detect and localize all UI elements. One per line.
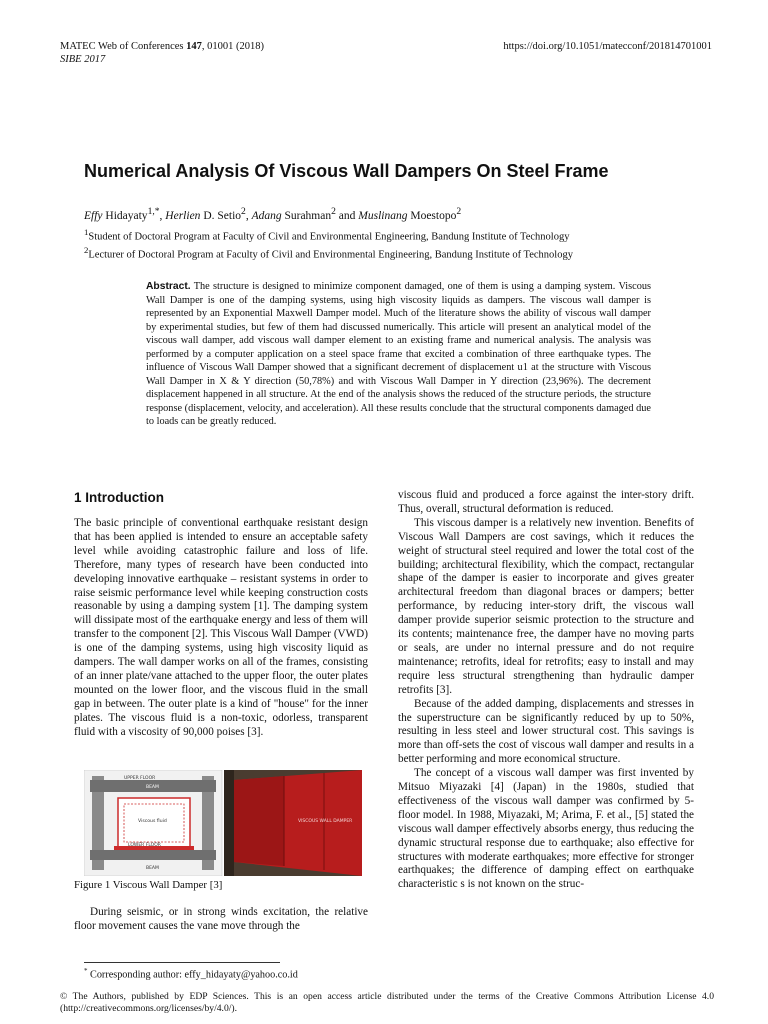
journal-name: MATEC Web of Conferences [60, 41, 184, 52]
conference-name: SIBE 2017 [60, 54, 106, 65]
paragraph: The concept of a viscous wall damper was first invented by Mitsuo Miyazaki [4] (Japan) in the 1980s, studied that effectiveness of the viscous wall damper was confirmed by 5-floor model. In 1988, Miyazaki, M; Arima, F. et al., [5] stated the viscous wall damper effectively absorbs energy, thus reducing the dynamic structural response due to earthquake; also effective for structures with moderate earthquakes; more effective for stronger earthquakes; the difference of damping effect on earthquake characteristic s is not known on the struc- [398, 767, 694, 891]
lower-floor-label: LOWER FLOOR [128, 843, 161, 848]
doi-link[interactable]: https://doi.org/10.1051/matecconf/201814701001 [503, 41, 712, 52]
paragraph: viscous fluid and produced a force against the inter-story drift. Thus, overall, structural deformation is reduced. [398, 489, 694, 515]
beam-top-label: BEAM [146, 785, 159, 790]
footnote [84, 967, 298, 980]
footnote-rule [84, 962, 280, 963]
paragraph: The basic principle of conventional earthquake resistant design that has been applied is intended to ensure an acceptable safety level while avoiding catastrophic failure and loss of life. Therefore, many types of research have been conducted into developing innovative earthquake – resistant systems in order to raise seismic performance level while keeping construction costs reasonable by using a damping system [1]. The damping system will dissipate most of the earthquake energy and less of them will transfer to the component [2]. This Viscous Wall Damper (VWD) is one of the damping systems, using high viscosity liquid as dampers. The wall damper works on all of the frames, consisting of an inner plate/vane attached to the upper floor, the outer plates mounted on the lower floor, and the viscous fluid in the small gap in between. The outer plate is a kind of "house" for the inner plates. The viscous fluid is a non-toxic, odorless, transparent fluid with a viscosity of 90,000 poises [3]. [74, 517, 368, 738]
upper-floor-label: UPPER FLOOR [124, 776, 156, 781]
author-3: Adang Surahman$^2$ [251, 206, 336, 222]
left-column-text [74, 517, 368, 740]
viscous-fluid-label: Viscous fluid [138, 819, 167, 824]
right-column-text [398, 489, 694, 892]
left-column-text-lower [74, 906, 368, 934]
footnote-text: Corresponding author: effy_hidayaty@yahoo.co.id [90, 969, 298, 981]
paragraph: During seismic, or in strong winds excitation, the relative floor movement causes the vane move through the [74, 906, 368, 932]
abstract-label: Abstract. [146, 281, 191, 292]
article-number: , 01001 (2018) [201, 41, 264, 52]
section-heading-introduction: 1 Introduction [74, 490, 164, 505]
license-notice: © The Authors, published by EDP Sciences. This is an open access article distributed under the terms of the Creative Commons Attribution License 4.0 (http://creativecommons.org/licenses/by/4.0/). [60, 991, 714, 1014]
affiliation-2: $^2$Lecturer of Doctoral Program at Faculty of Civil and Environmental Engineering, Bandung Institute of Technology [84, 245, 573, 261]
paper-title: Numerical Analysis Of Viscous Wall Dampers On Steel Frame [84, 161, 609, 181]
journal-volume: 147 [186, 41, 202, 52]
paragraph: This viscous damper is a relatively new invention. Benefits of Viscous Wall Dampers are cost savings, which it reduces the weight of structural steel required and lower the total cost of the building; architectural flexibility, which the compact, rectangular shape of the damper is easier to incorporate and gives greater architectural freedom than diagonal braces or dampers; better performance, by reducing inter-story drift, the viscous wall damper provide superior seismic protection to the structure and its contents; maintenance free, the damper have no moving parts or seals, are under no internal pressure and do not require maintenance; retrofits, ideal for retrofits; easy to install and may require less structural strengthening than hydraulic damper retrofits [3]. [398, 516, 694, 696]
beam-bottom-label: BEAM [146, 866, 159, 871]
author-1: Effy Hidayaty$^{1,*}$ [84, 206, 160, 222]
author-2: Herlien D. Setio$^2$ [165, 206, 246, 222]
figure-1 [84, 770, 362, 876]
affiliation-1: $^1$Student of Doctoral Program at Faculty of Civil and Environmental Engineering, Bandung Institute of Technology [84, 227, 570, 243]
footnote-mark: * [84, 967, 88, 975]
abstract-text: The structure is designed to minimize component damaged, one of them is using a damping system. Viscous Wall Damper is one of the damping systems, using high viscosity liquids as dampers. The viscous wall damper is represented by an Exponential Maxwell Damper model. Much of the literature shows the ability of viscous wall damper by experimental studies, but few of them had discussed numerically. This article will present an analytical model of the viscous wall damper, add viscous wall damper element to an existing frame and numerical analysis. The analysis was performed by a computer application on a steel space frame that excited a combination of three earthquake types. The influence of Viscous Wall Damper showed that a significant decrement of displacement u1 at the structure with Viscous Wall Damper in X & Y direction (50,78%) and with Viscous Wall Damper in Y direction (23,96%). The decrement displacement happened in all structure. At the end of the analysis shows the reduced of the structure periods, the structure response (displacement, velocity, and acceleration). All these results conclude that the structural components damaged due to loads can be greatly reduced. [146, 281, 652, 428]
affiliations [84, 226, 704, 262]
abstract [146, 280, 651, 429]
author-4: Muslinang Moestopo$^2$ [358, 206, 462, 222]
paragraph: Because of the added damping, displacements and stresses in the superstructure can be significantly reduced by up to 50%, resulting in less steel and lower structural cost. This savings is more than off-sets the cost of viscous wall damper and results in a better performing and more economical structure. [398, 697, 694, 766]
photo-label: VISCOUS WALL DAMPER [298, 819, 353, 824]
running-header-left [60, 40, 264, 66]
figure-1-image [84, 770, 362, 876]
author-list: Effy Hidayaty$^{1,*}$, Herlien D. Setio$^2$, Adang Surahman$^2$ and Muslinang Moestopo$^2$ [84, 206, 462, 222]
figure-1-caption: Figure 1 Viscous Wall Damper [3] [74, 879, 223, 891]
